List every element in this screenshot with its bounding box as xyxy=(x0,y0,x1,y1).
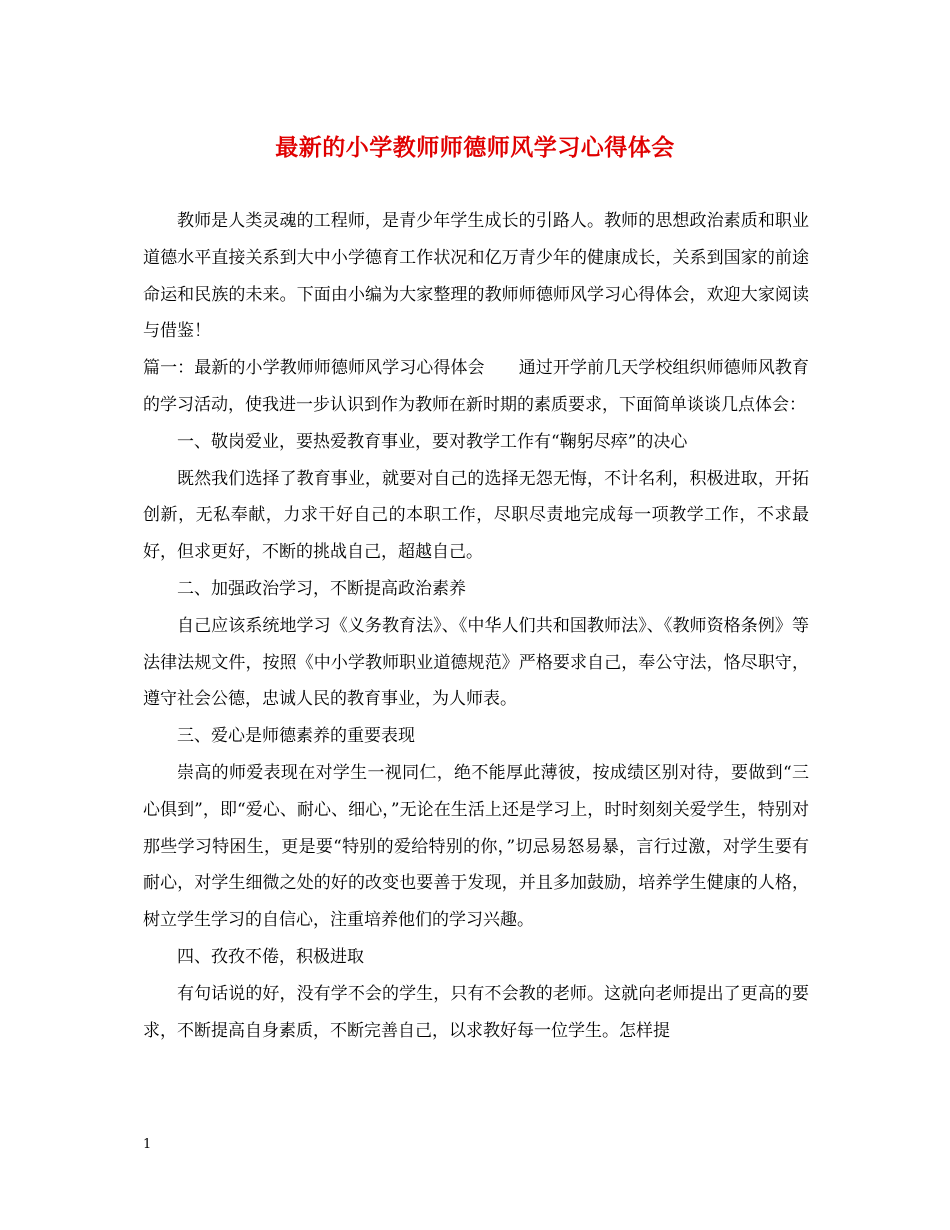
heading-four: 四、孜孜不倦，积极进取 xyxy=(177,946,364,967)
section-label: 篇一：最新的小学教师师德师风学习心得体会 xyxy=(143,358,485,379)
section-one-paragraph xyxy=(143,350,809,424)
paragraph-two: 自己应该系统地学习《义务教育法》、《中华人们共和国教师法》、《教师资格条例》等法律法规文件，按照《中小学教师职业道德规范》严格要求自己，奉公守法，恪尽职守，遵守社会公德，忠诚人民的教育事业，为人师表。 xyxy=(143,615,809,710)
intro-paragraph: 教师是人类灵魂的工程师，是青少年学生成长的引路人。教师的思想政治素质和职业道德水平直接关系到大中小学德育工作状况和亿万青少年的健康成长，关系到国家的前途命运和民族的未来。下面由小编为大家整理的教师师德师风学习心得体会，欢迎大家阅读与借鉴！ xyxy=(143,211,809,342)
document-body xyxy=(143,203,809,1049)
heading-two: 二、加强政治学习，不断提高政治素养 xyxy=(177,578,466,599)
heading-one: 一、敬岗爱业，要热爱教育事业，要对教学工作有“鞠躬尽瘁”的决心 xyxy=(177,431,688,452)
paragraph-one: 既然我们选择了教育事业，就要对自己的选择无怨无悔，不计名利，积极进取，开拓创新，无私奉献，力求干好自己的本职工作，尽职尽责地完成每一项教学工作，不求最好，但求更好，不断的挑战自己，超越自己。 xyxy=(143,468,809,563)
paragraph-three: 崇高的师爱表现在对学生一视同仁，绝不能厚此薄彼，按成绩区别对待，要做到“三心俱到”，即“爱心、耐心、细心，”无论在生活上还是学习上，时时刻刻关爱学生，特别对那些学习特困生，更是要“特别的爱给特别的你，”切忌易怒易暴，言行过激，对学生要有耐心，对学生细微之处的好的改变也要善于发现，并且多加鼓励，培养学生健康的人格，树立学生学习的自信心，注重培养他们的学习兴趣。 xyxy=(143,762,809,931)
document-title: 最新的小学教师师德师风学习心得体会 xyxy=(275,134,675,161)
page-number: 1 xyxy=(143,1137,152,1152)
heading-three: 三、爱心是师德素养的重要表现 xyxy=(177,726,415,747)
paragraph-four: 有句话说的好，没有学不会的学生，只有不会教的老师。这就向老师提出了更高的要求，不断提高自身素质，不断完善自己，以求教好每一位学生。怎样提 xyxy=(143,983,809,1041)
section-one-text: 通过开学前几天学校组织师德师风教育的学习活动，使我进一步认识到作为教师在新时期的素质要求，下面简单谈谈几点体会： xyxy=(143,358,810,415)
